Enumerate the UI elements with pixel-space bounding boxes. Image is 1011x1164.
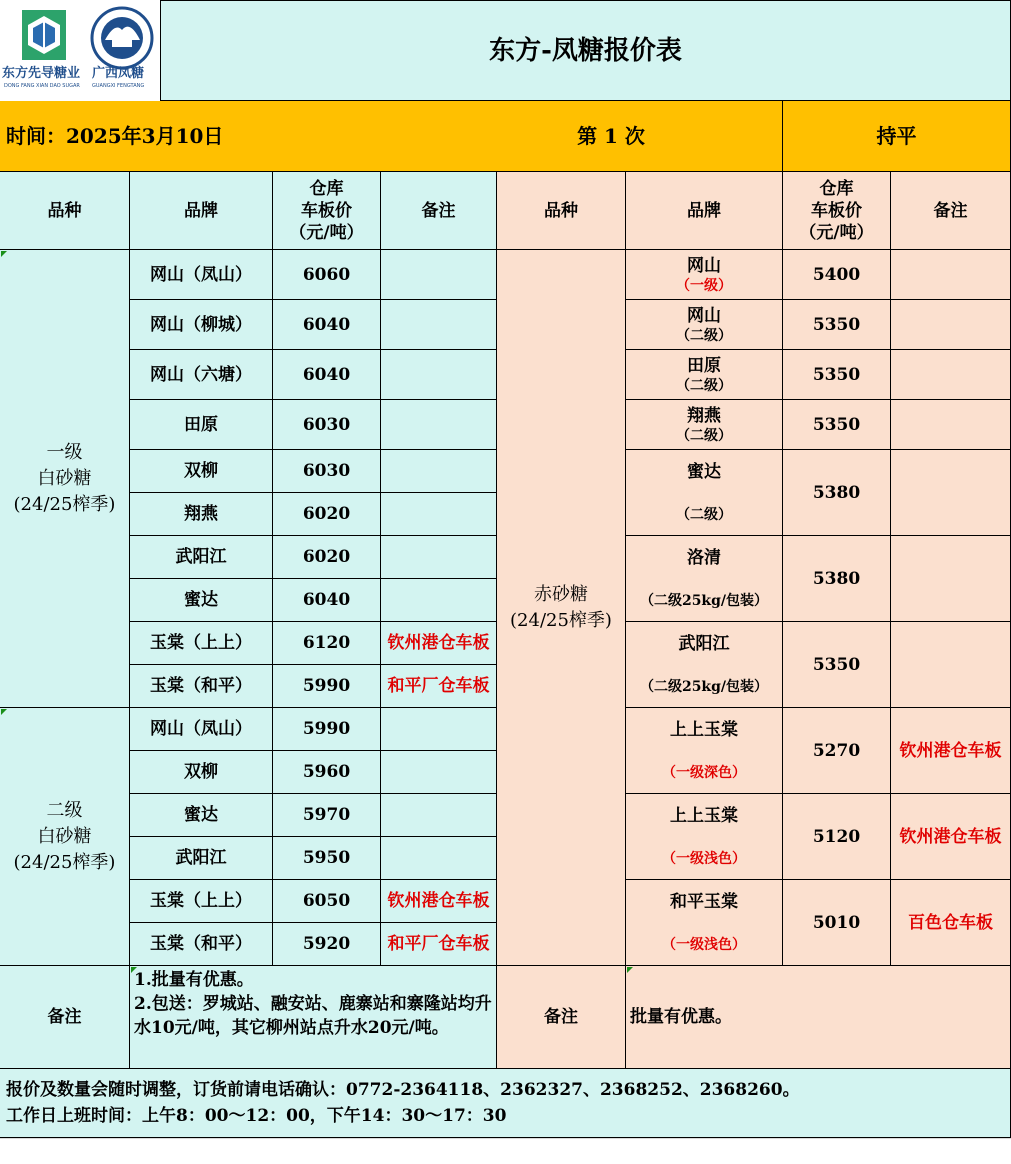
table-row-note <box>381 536 497 579</box>
table-row-price: 6030 <box>273 400 381 450</box>
table-row-price: 6020 <box>273 536 381 579</box>
header-note: 备注 <box>381 172 497 250</box>
table-row-brand: 双柳 <box>130 450 273 493</box>
variety-line: 二级 <box>46 799 83 821</box>
issue-number: 第 1 次 <box>440 101 783 172</box>
table-row-brand: 蜜达 <box>130 794 273 837</box>
table-row-price: 5400 <box>783 250 891 300</box>
table-row-price: 5920 <box>273 923 381 966</box>
blank-grid-row <box>0 1138 1011 1164</box>
table-row-brand <box>626 400 783 450</box>
right-logo-subtext: GUANGXI FENGTANG <box>92 83 145 89</box>
quote-date: 时间：2025年3月10日 <box>0 101 440 172</box>
header-price-brown <box>783 172 891 250</box>
table-row-price: 5120 <box>783 794 891 880</box>
table-row-note: 百色仓车板 <box>891 880 1011 966</box>
table-row-note: 钦州港仓车板 <box>381 880 497 923</box>
table-row-brand <box>626 622 783 708</box>
cell-marker-icon <box>131 967 137 973</box>
header-price-line2: 车板价 <box>811 200 862 221</box>
table-row-brand: 网山（凤山） <box>130 250 273 300</box>
table-row-note <box>381 493 497 536</box>
table-row-note <box>891 250 1011 300</box>
left-logo-text: 东方先导糖业 <box>2 66 81 81</box>
table-row-price: 6030 <box>273 450 381 493</box>
table-row-note <box>381 837 497 880</box>
table-row-note: 钦州港仓车板 <box>891 794 1011 880</box>
table-row-price: 5350 <box>783 400 891 450</box>
table-row-brand <box>626 536 783 622</box>
logo-area <box>0 0 160 100</box>
table-row-note <box>381 450 497 493</box>
header-note-brown: 备注 <box>891 172 1011 250</box>
table-row-note <box>891 350 1011 400</box>
brand-name: 和平玉棠 <box>670 892 738 913</box>
page-title: 东方-凤糖报价表 <box>160 0 1011 101</box>
table-row-note <box>891 622 1011 708</box>
header-brand-brown: 品牌 <box>626 172 783 250</box>
table-row-brand <box>626 250 783 300</box>
table-row-price: 5990 <box>273 665 381 708</box>
table-row-price: 5270 <box>783 708 891 794</box>
table-row-brand: 武阳江 <box>130 837 273 880</box>
header-price-line3: （元/吨） <box>289 222 364 243</box>
remarks-line: 2.包送：罗城站、融安站、鹿寨站和寨隆站均升水10元/吨，其它柳州站点升水20元/吨。 <box>134 994 492 1038</box>
variety-line: (24/25榨季) <box>510 609 612 631</box>
table-row-brand <box>626 450 783 536</box>
table-row-brand: 玉棠（和平） <box>130 923 273 966</box>
variety-line: (24/25榨季) <box>13 493 116 515</box>
variety-line: (24/25榨季) <box>13 851 116 873</box>
brand-grade: （二级） <box>676 427 732 444</box>
brand-name: 上上玉棠 <box>670 806 738 827</box>
footer-line: 工作日上班时间：上午8：00～12：00，下午14：30～17：30 <box>6 1106 507 1126</box>
table-row-price: 5990 <box>273 708 381 751</box>
table-row-price: 6050 <box>273 880 381 923</box>
remarks-line: 1.批量有优惠。 <box>134 970 254 990</box>
brand-grade: （二级） <box>676 327 732 344</box>
variety-line: 白砂糖 <box>37 825 92 847</box>
table-row-brand: 双柳 <box>130 751 273 794</box>
brand-name: 网山 <box>687 305 721 326</box>
table-row-price: 6060 <box>273 250 381 300</box>
header-variety: 品种 <box>0 172 130 250</box>
table-row-price: 5350 <box>783 300 891 350</box>
variety-white-grade1 <box>0 250 130 708</box>
table-row-note <box>381 751 497 794</box>
table-row-brand: 网山（六塘） <box>130 350 273 400</box>
table-row-note <box>891 400 1011 450</box>
table-row-brand: 网山（柳城） <box>130 300 273 350</box>
cell-marker-icon <box>1 709 7 715</box>
table-row-price: 5950 <box>273 837 381 880</box>
table-row-price: 6120 <box>273 622 381 665</box>
header-variety-brown: 品种 <box>497 172 626 250</box>
table-row-brand: 网山（凤山） <box>130 708 273 751</box>
remarks-text-right: 批量有优惠。 <box>626 966 1011 1069</box>
header-price-line1: 仓库 <box>819 178 854 199</box>
table-row-price: 5010 <box>783 880 891 966</box>
header-price-line3: （元/吨） <box>799 222 874 243</box>
cell-marker-icon <box>1 251 7 257</box>
table-row-brand <box>626 300 783 350</box>
remarks-label-left: 备注 <box>0 966 130 1069</box>
table-row-note <box>891 300 1011 350</box>
table-row-brand: 武阳江 <box>130 536 273 579</box>
header-price-line1: 仓库 <box>309 178 344 199</box>
table-row-note <box>381 708 497 751</box>
variety-line: 白砂糖 <box>37 467 92 489</box>
table-row-brand <box>626 708 783 794</box>
right-logo-text: 广西凤糖 <box>92 66 145 81</box>
brand-grade: （一级深色） <box>662 764 746 781</box>
table-row-price: 6040 <box>273 350 381 400</box>
table-row-note: 钦州港仓车板 <box>381 622 497 665</box>
table-row-brand: 蜜达 <box>130 579 273 622</box>
table-row-note <box>381 400 497 450</box>
table-row-note: 和平厂仓车板 <box>381 923 497 966</box>
brand-grade: （一级浅色） <box>662 850 746 867</box>
brand-grade: （二级25kg/包装） <box>639 592 769 609</box>
table-row-note <box>381 579 497 622</box>
brand-name: 洛清 <box>687 548 721 569</box>
table-row-price: 6020 <box>273 493 381 536</box>
brand-grade: （一级浅色） <box>662 936 746 953</box>
table-row-brand <box>626 350 783 400</box>
brand-name: 上上玉棠 <box>670 720 738 741</box>
table-row-brand: 田原 <box>130 400 273 450</box>
table-row-price: 5350 <box>783 350 891 400</box>
table-row-price: 5380 <box>783 536 891 622</box>
brand-grade: （一级） <box>676 277 732 294</box>
variety-brown-sugar <box>497 250 626 966</box>
header-price <box>273 172 381 250</box>
footer-note <box>0 1069 1011 1138</box>
table-row-note: 和平厂仓车板 <box>381 665 497 708</box>
left-logo-subtext: DONG FANG XIAN DAO SUGAR <box>4 83 80 89</box>
brand-name: 田原 <box>687 355 721 376</box>
variety-white-grade2 <box>0 708 130 966</box>
table-row-note <box>891 450 1011 536</box>
brand-grade: （二级） <box>676 377 732 394</box>
table-row-price: 5960 <box>273 751 381 794</box>
brand-name: 武阳江 <box>678 634 730 655</box>
variety-line: 一级 <box>46 441 83 463</box>
table-row-note <box>381 794 497 837</box>
table-row-note <box>381 250 497 300</box>
table-row-note <box>381 350 497 400</box>
remarks-label-right: 备注 <box>497 966 626 1069</box>
table-row-price: 6040 <box>273 300 381 350</box>
table-row-brand <box>626 880 783 966</box>
brand-name: 蜜达 <box>687 462 721 483</box>
table-row-note <box>381 300 497 350</box>
header-price-line2: 车板价 <box>301 200 352 221</box>
brand-grade: （二级） <box>676 506 732 523</box>
table-row-brand: 玉棠（上上） <box>130 622 273 665</box>
cell-marker-icon <box>627 967 633 973</box>
table-row-price: 5970 <box>273 794 381 837</box>
brand-grade: （二级25kg/包装） <box>639 678 769 695</box>
table-row-brand: 玉棠（和平） <box>130 665 273 708</box>
table-row-brand: 翔燕 <box>130 493 273 536</box>
table-row-note <box>891 536 1011 622</box>
table-row-note: 钦州港仓车板 <box>891 708 1011 794</box>
remarks-text-left <box>130 966 497 1069</box>
table-row-price: 6040 <box>273 579 381 622</box>
brand-name: 翔燕 <box>687 405 721 426</box>
table-row-brand: 玉棠（上上） <box>130 880 273 923</box>
brand-name: 网山 <box>687 255 721 276</box>
table-row-brand <box>626 794 783 880</box>
table-row-price: 5380 <box>783 450 891 536</box>
table-row-price: 5350 <box>783 622 891 708</box>
footer-line: 报价及数量会随时调整，订货前请电话确认：0772-2364118、2362327、2368252、2368260。 <box>6 1080 800 1100</box>
price-trend: 持平 <box>783 101 1011 172</box>
variety-line: 赤砂糖 <box>534 583 588 605</box>
header-brand: 品牌 <box>130 172 273 250</box>
